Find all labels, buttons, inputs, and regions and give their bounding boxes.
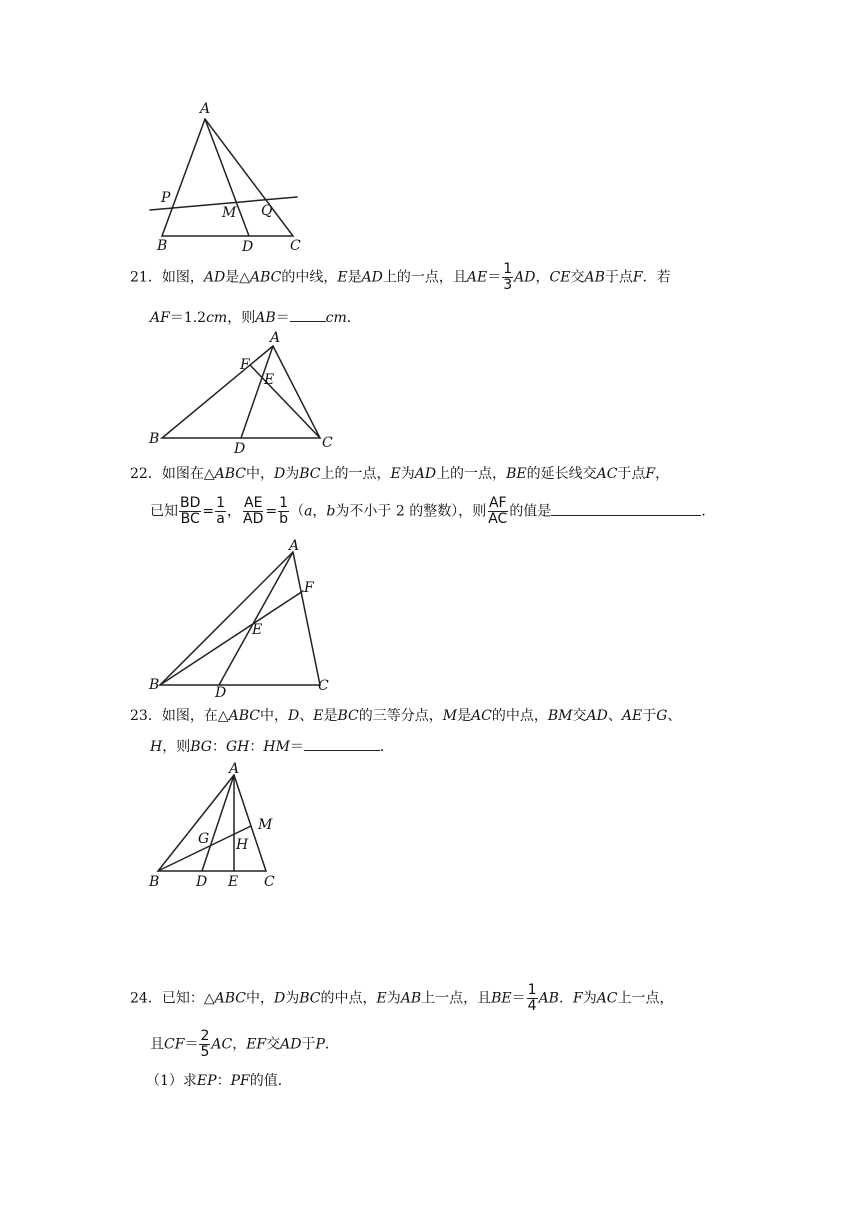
q24-number: 24．: [130, 990, 162, 1007]
q24-text: 为: [582, 990, 597, 1007]
q21-text: 上的一点，且: [382, 269, 467, 286]
triangle-diagram-q22: [140, 535, 340, 700]
q23-text: 、: [667, 708, 682, 724]
q21-text: ．: [346, 310, 361, 326]
q23-text: 是: [323, 708, 338, 724]
q22-text: 上的一点，: [436, 466, 507, 482]
q21-line-1: [130, 262, 671, 293]
q22-var: ABC: [214, 466, 246, 482]
figure-q20: [140, 100, 320, 255]
q24-var: AC: [596, 990, 618, 1007]
segment-bf: [160, 591, 303, 685]
q21-text: 如图，: [161, 269, 204, 286]
q24-text: 上一点，且: [421, 990, 492, 1007]
label-a: A: [200, 101, 211, 117]
q24-text: ．: [324, 1036, 339, 1053]
q21-text: 交: [570, 269, 585, 286]
q21-text: 的中线，: [281, 269, 338, 286]
q24-text: 中，: [245, 990, 274, 1007]
q23-text: 是: [457, 708, 472, 724]
q24-text: 为: [386, 990, 401, 1007]
q22-text: 于点: [617, 466, 646, 482]
q21-line-2: [150, 307, 361, 328]
q22-text: ，: [655, 466, 670, 482]
fraction-one-quarter: [527, 983, 538, 1014]
q24-line-2: [150, 1029, 339, 1060]
fraction-denominator: 5: [200, 1044, 210, 1060]
q22-text: 的延长线交: [526, 466, 597, 482]
label-m: M: [222, 205, 237, 221]
fraction-af-ac: [487, 496, 508, 527]
q24-var: AC: [211, 1036, 233, 1053]
q24-var: PF: [230, 1073, 250, 1089]
fraction-denominator: 4: [527, 998, 537, 1014]
q22-text: 为: [285, 466, 300, 482]
q22-var: AD: [414, 466, 437, 482]
label-d: D: [234, 441, 246, 457]
q22-text: =: [265, 503, 278, 520]
q24-var: BC: [299, 990, 321, 1007]
q23-var: ABC: [228, 708, 260, 724]
label-a: A: [229, 761, 240, 777]
q24-text: 的值．: [249, 1073, 292, 1089]
label-q: Q: [261, 203, 273, 219]
q22-number: 22．: [130, 466, 162, 482]
fraction-ae-ad: [242, 496, 264, 527]
label-b: B: [149, 677, 160, 693]
triangle-abc: [158, 775, 266, 871]
q23-text: 如图，在△: [161, 708, 229, 724]
fraction-numerator: 1: [279, 495, 289, 511]
triangle-diagram-q23: [140, 760, 290, 890]
q24-line-1: [130, 983, 674, 1014]
q23-text: ＝: [289, 739, 304, 755]
q21-var: AB: [584, 269, 605, 286]
q22-var: a: [304, 503, 313, 520]
q23-var: AD: [586, 708, 608, 724]
q23-number: 23．: [130, 708, 162, 724]
q23-text: 交: [572, 708, 587, 724]
label-b: B: [149, 431, 160, 447]
fraction-1-a: [215, 496, 226, 527]
fraction-denominator: BC: [180, 511, 200, 527]
q22-var: b: [326, 503, 336, 520]
q24-var: D: [273, 990, 286, 1007]
q21-var: E: [337, 269, 348, 286]
q23-line-1: [130, 706, 681, 726]
q23-var: AC: [471, 708, 492, 724]
q21-var: AF: [150, 310, 170, 326]
fraction-denominator: AC: [488, 511, 508, 527]
q22-text: 为: [400, 466, 415, 482]
fraction-numerator: AF: [488, 495, 507, 511]
q22-text: ．: [701, 503, 716, 520]
q22-var: E: [390, 466, 401, 482]
fraction-bd-bc: [179, 496, 201, 527]
q21-var: AE: [466, 269, 488, 286]
triangle-diagram-q20: [140, 100, 320, 255]
q23-var: G: [656, 708, 668, 724]
q24-var: EF: [246, 1036, 267, 1053]
q23-var: HM: [263, 739, 290, 755]
q21-text: ＝: [487, 269, 502, 286]
fraction-numerator: 1: [503, 261, 513, 277]
q24-text: ．: [558, 990, 573, 1007]
q21-unit: cm: [206, 310, 228, 326]
q23-var: H: [150, 739, 163, 755]
q21-var: AD: [514, 269, 536, 286]
q22-line-2: [150, 496, 715, 527]
fraction-numerator: AE: [244, 495, 263, 511]
q21-text: ，: [535, 269, 550, 286]
label-g: G: [198, 831, 210, 847]
figure-q21: [140, 330, 340, 455]
q24-var: F: [572, 990, 583, 1007]
q22-var: BC: [299, 466, 321, 482]
fraction-two-fifths: [199, 1029, 210, 1060]
q24-subquestion-1: [146, 1071, 292, 1091]
label-c: C: [290, 238, 301, 254]
q23-text: 的中点，: [491, 708, 548, 724]
label-m: M: [258, 817, 273, 833]
fraction-numerator: 1: [527, 982, 537, 998]
label-b: B: [149, 874, 160, 890]
q24-text: ，: [232, 1036, 247, 1053]
q23-var: M: [442, 708, 458, 724]
q24-text: 的中点，: [320, 990, 377, 1007]
answer-blank[interactable]: [290, 307, 326, 322]
fraction-numerator: 2: [200, 1028, 210, 1044]
q21-unit: cm: [325, 310, 347, 326]
q21-text: 于点: [604, 269, 633, 286]
q23-line-2: [150, 736, 394, 757]
segment-cf: [250, 365, 320, 438]
q22-var: AC: [596, 466, 618, 482]
q24-var: E: [376, 990, 387, 1007]
label-d: D: [242, 239, 254, 255]
q24-var: CF: [164, 1036, 185, 1053]
q24-text: ＝: [511, 990, 526, 1007]
answer-blank[interactable]: [304, 736, 380, 751]
fraction-denominator: 3: [503, 277, 513, 293]
label-a: A: [289, 538, 300, 554]
q22-var: D: [273, 466, 286, 482]
q22-text: 中，: [245, 466, 274, 482]
q21-var: AB: [255, 310, 276, 326]
q21-text: ＝1.2: [169, 310, 207, 326]
q23-text: ．: [379, 739, 394, 755]
q21-text: 是△: [225, 269, 250, 286]
q24-text: 且: [150, 1036, 164, 1053]
label-h: H: [236, 837, 249, 853]
label-a: A: [270, 330, 281, 346]
segment-ad: [219, 552, 293, 685]
q24-text: ：: [216, 1073, 231, 1089]
label-b: B: [157, 238, 168, 254]
q23-var: E: [313, 708, 324, 724]
fraction-numerator: BD: [180, 495, 201, 511]
q23-text: 、: [299, 708, 314, 724]
q22-text: 已知: [150, 503, 178, 520]
q22-text: ，: [312, 503, 327, 520]
label-f: F: [240, 357, 250, 373]
q23-var: AE: [621, 708, 643, 724]
q22-text: （: [290, 503, 305, 520]
q24-text: 于: [301, 1036, 316, 1053]
label-c: C: [322, 435, 333, 451]
label-d: D: [215, 685, 227, 701]
q24-var: AB: [538, 990, 559, 1007]
q24-var: P: [315, 1036, 325, 1053]
fraction-1-b: [278, 496, 289, 527]
fraction-denominator: b: [279, 511, 289, 527]
label-p: P: [161, 190, 171, 206]
q21-var: CE: [549, 269, 571, 286]
q23-text: 、: [607, 708, 622, 724]
q22-text: =: [202, 503, 215, 520]
label-e: E: [264, 372, 275, 388]
q23-text: 中，: [259, 708, 288, 724]
q22-var: F: [645, 466, 656, 482]
q24-text: ＝: [184, 1036, 199, 1053]
q24-var: AD: [280, 1036, 302, 1053]
q23-var: BM: [547, 708, 573, 724]
q23-text: ：: [211, 739, 226, 755]
label-c: C: [318, 678, 329, 694]
figure-q23: [140, 760, 290, 890]
label-f: F: [304, 580, 314, 596]
q24-text: 已知：△: [161, 990, 215, 1007]
label-e: E: [228, 874, 239, 890]
q22-text: 为不小于 2 的整数），则: [335, 503, 487, 520]
q23-text: 的三等分点，: [358, 708, 443, 724]
q22-text: 如图在△: [161, 466, 215, 482]
label-c: C: [264, 874, 275, 890]
answer-blank[interactable]: [551, 501, 701, 516]
q24-var: BE: [491, 990, 512, 1007]
fraction-denominator: AD: [243, 511, 264, 527]
q21-text: ．若: [642, 269, 671, 286]
q21-text: ，则: [227, 310, 256, 326]
q23-var: D: [287, 708, 300, 724]
figure-q22: [140, 535, 340, 700]
q24-var: EP: [196, 1073, 217, 1089]
q21-text: 是: [347, 269, 362, 286]
label-d: D: [196, 874, 208, 890]
q22-line-1: [130, 464, 669, 484]
q21-var: AD: [203, 269, 226, 286]
q22-var: BE: [506, 466, 527, 482]
q23-var: BG: [190, 739, 212, 755]
q24-var: AB: [400, 990, 422, 1007]
q21-var: AD: [361, 269, 383, 286]
fraction-one-third: [502, 262, 513, 293]
q22-text: ，: [227, 503, 242, 520]
q24-text: 为: [285, 990, 300, 1007]
triangle-diagram-q21: [140, 330, 340, 455]
label-e: E: [252, 622, 263, 638]
fraction-denominator: a: [216, 511, 225, 527]
q22-text: 上的一点，: [320, 466, 391, 482]
q23-text: ：: [249, 739, 264, 755]
q24-text: 上一点，: [617, 990, 674, 1007]
q21-var: F: [632, 269, 643, 286]
q23-text: 于: [642, 708, 657, 724]
segment-ad: [202, 775, 234, 871]
q22-text: 的值是: [509, 503, 552, 520]
triangle-abc: [160, 552, 320, 685]
q24-text: 交: [266, 1036, 281, 1053]
q21-var: ABC: [249, 269, 282, 286]
q23-var: BC: [337, 708, 359, 724]
q23-var: GH: [225, 739, 250, 755]
fraction-numerator: 1: [216, 495, 226, 511]
q23-text: ，则: [162, 739, 191, 755]
q24-var: ABC: [214, 990, 246, 1007]
q21-number: 21．: [130, 269, 162, 286]
q21-text: ＝: [275, 310, 290, 326]
q24-text: （1）求: [146, 1073, 197, 1089]
